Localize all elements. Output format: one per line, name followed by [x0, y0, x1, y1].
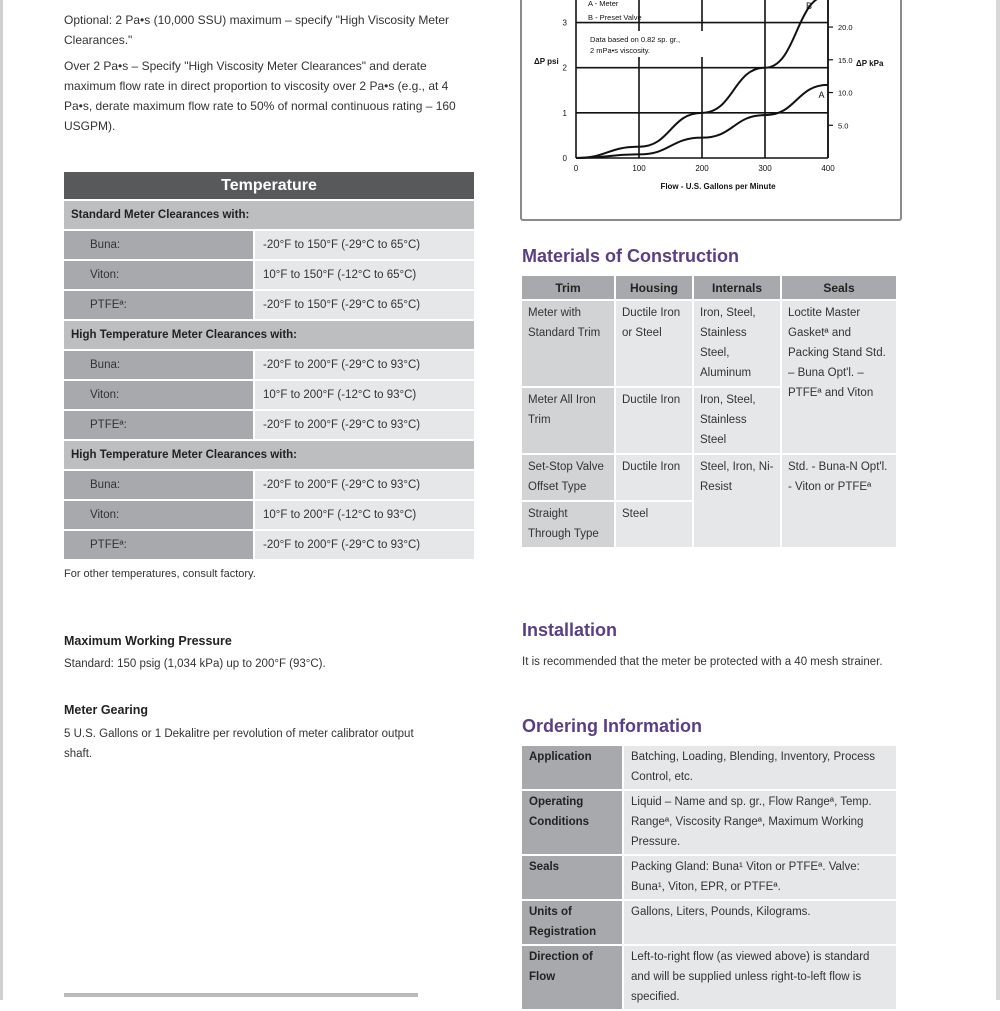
legend-b: B - Preset Valve	[588, 13, 642, 22]
legend-a: A - Meter	[588, 0, 619, 8]
ordering-value: Gallons, Liters, Pounds, Kilograms.	[624, 901, 896, 946]
annotation-line-2: 2 mPa•s viscosity.	[590, 46, 650, 55]
temp-material: Buna:	[64, 471, 255, 501]
temp-material: PTFEª:	[64, 411, 255, 441]
temp-material: PTFEª:	[64, 531, 255, 561]
temp-range: -20°F to 150°F (-29°C to 65°C)	[255, 231, 474, 261]
viscosity-optional: Optional: 2 Pa•s (10,000 SSU) maximum – specify "High Viscosity Meter Clearances."	[64, 13, 450, 47]
temp-range: 10°F to 200°F (-12°C to 93°C)	[255, 381, 474, 411]
table-row	[64, 411, 474, 441]
cell: Ductile Iron or Steel	[616, 301, 694, 388]
cell-seals-merged: Loctite Master Gasketª and Packing Stand Std. – Buna Opt'l. – PTFEª and Viton	[782, 301, 898, 455]
pressure-text: Standard: 150 psig (1,034 kPa) up to 200°F (93°C).	[64, 658, 326, 670]
x-tick-label: 0	[573, 164, 579, 173]
footer-rule	[64, 993, 418, 997]
materials-heading: Materials of Construction	[522, 246, 740, 266]
cell: Set-Stop Valve Offset Type	[522, 455, 616, 502]
temp-range: -20°F to 150°F (-29°C to 65°C)	[255, 291, 474, 321]
x-tick-label: 100	[632, 164, 646, 173]
y2-tick-label: 20.0	[838, 23, 853, 33]
ordering-value: Packing Gland: Buna¹ Viton or PTFEª. Valve: Buna¹, Viton, EPR, or PTFEª.	[624, 856, 896, 901]
gearing-text: 5 U.S. Gallons or 1 Dekalitre per revolution of meter calibrator output shaft.	[64, 728, 414, 760]
materials-table	[522, 276, 898, 549]
y2-tick-label: 15.0	[838, 55, 853, 65]
page-edge-right	[996, 0, 1000, 1000]
temp-range: -20°F to 200°F (-29°C to 93°C)	[255, 471, 474, 501]
ordering-key: Seals	[522, 856, 624, 901]
temperature-table	[64, 172, 474, 561]
viscosity-over: Over 2 Pa•s – Specify "High Viscosity Meter Clearances" and derate maximum flow rate in direct proportion to viscosity over 2 Pa•s (e.g., at 4 Pa•s, derate maximum flow rate to 50% of normal continuous rating – 160 USGPM).	[64, 59, 456, 133]
page-edge-left	[0, 0, 3, 1000]
temp-range: 10°F to 150°F (-12°C to 65°C)	[255, 261, 474, 291]
cell: Meter with Standard Trim	[522, 301, 616, 388]
cell: Iron, Steel, Stainless Steel	[694, 388, 782, 455]
temp-range: -20°F to 200°F (-29°C to 93°C)	[255, 351, 474, 381]
temp-range: -20°F to 200°F (-29°C to 93°C)	[255, 411, 474, 441]
cell: Steel, Iron, Ni-Resist	[694, 455, 782, 549]
table-row	[522, 901, 896, 946]
col-housing: Housing	[616, 276, 694, 301]
table-row	[64, 261, 474, 291]
temperature-title: Temperature	[64, 172, 474, 201]
temp-material: PTFEª:	[64, 291, 255, 321]
ordering-key: Direction of Flow	[522, 946, 624, 1011]
table-row	[64, 501, 474, 531]
cell: Iron, Steel, Stainless Steel, Aluminum	[694, 301, 782, 388]
y-tick-label: 2	[562, 63, 567, 73]
temperature-note: For other temperatures, consult factory.	[64, 568, 256, 580]
x-tick-label: 300	[758, 164, 772, 173]
cell: Std. - Buna-N Opt'l. - Viton or PTFEª	[782, 455, 898, 549]
ordering-value: Liquid – Name and sp. gr., Flow Rangeª, Temp. Rangeª, Viscosity Rangeª, Maximum Working Pressure.	[624, 791, 896, 856]
temp-material: Viton:	[64, 261, 255, 291]
ordering-key: Units of Registration	[522, 901, 624, 946]
temp-material: Buna:	[64, 351, 255, 381]
table-row	[522, 746, 896, 791]
cell: Meter All Iron Trim	[522, 388, 616, 455]
ordering-key: Application	[522, 746, 624, 791]
ordering-heading: Ordering Information	[522, 716, 702, 736]
x-tick-label: 200	[695, 164, 709, 173]
table-row	[522, 791, 896, 856]
x-axis-label: Flow - U.S. Gallons per Minute	[660, 182, 776, 191]
installation-heading: Installation	[522, 620, 618, 640]
table-row	[522, 856, 896, 901]
ordering-value: Left-to-right flow (as viewed above) is standard and will be supplied unless right-to-left flow is specified.	[624, 946, 896, 1011]
y2-tick-label: 10.0	[838, 88, 853, 98]
ordering-key: Operating Conditions	[522, 791, 624, 856]
y-tick-label: 3	[562, 18, 567, 28]
cell: Straight Through Type	[522, 502, 616, 549]
y2-axis-label: ΔP kPa	[856, 59, 884, 68]
temp-material: Viton:	[64, 501, 255, 531]
gearing-heading: Meter Gearing	[64, 703, 149, 717]
pressure-drop-chart	[520, 0, 900, 200]
col-seals: Seals	[782, 276, 898, 301]
installation-text: It is recommended that the meter be protected with a 40 mesh strainer.	[522, 656, 883, 668]
annotation-line-1: Data based on 0.82 sp. gr.,	[590, 35, 681, 44]
y-axis-label: ΔP psi	[534, 57, 559, 66]
y-tick-label: 1	[562, 108, 567, 118]
temp-material: Viton:	[64, 381, 255, 411]
temp-group-label: High Temperature Meter Clearances with:	[64, 321, 474, 351]
y-tick-label: 0	[562, 154, 567, 163]
ordering-value: Batching, Loading, Blending, Inventory, Process Control, etc.	[624, 746, 896, 791]
table-row	[64, 381, 474, 411]
table-row	[64, 471, 474, 501]
table-row	[64, 531, 474, 561]
table-row	[64, 351, 474, 381]
temp-group-label: High Temperature Meter Clearances with:	[64, 441, 474, 471]
table-row	[64, 291, 474, 321]
viscosity-text	[64, 10, 479, 142]
table-row	[64, 231, 474, 261]
y2-tick-label: 5.0	[838, 121, 849, 131]
x-tick-label: 400	[821, 164, 835, 173]
table-row	[522, 946, 896, 1011]
temp-material: Buna:	[64, 231, 255, 261]
table-row	[522, 455, 898, 502]
pressure-heading: Maximum Working Pressure	[64, 634, 232, 648]
temp-range: -20°F to 200°F (-29°C to 93°C)	[255, 531, 474, 561]
table-row	[522, 301, 898, 388]
col-trim: Trim	[522, 276, 616, 301]
temp-group-label: Standard Meter Clearances with:	[64, 201, 474, 231]
col-internals: Internals	[694, 276, 782, 301]
series-label-b: B	[805, 1, 812, 12]
cell: Ductile Iron	[616, 388, 694, 455]
temp-range: 10°F to 200°F (-12°C to 93°C)	[255, 501, 474, 531]
series-label-a: A	[818, 89, 825, 100]
ordering-table	[522, 746, 896, 1011]
cell: Ductile Iron	[616, 455, 694, 502]
cell: Steel	[616, 502, 694, 549]
